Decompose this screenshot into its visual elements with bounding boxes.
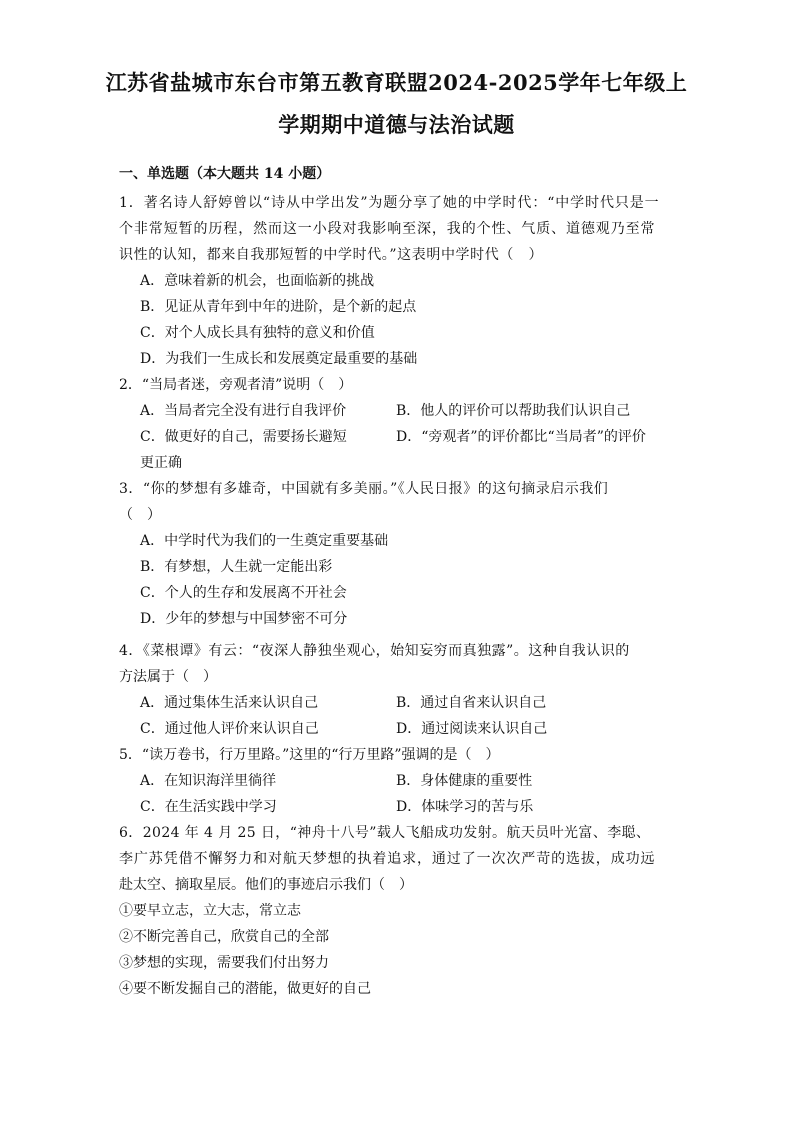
question-1-line-1: 1．著名诗人舒婷曾以“诗从中学出发”为题分享了她的中学时代：“中学时代只是一 (119, 195, 660, 211)
question-5-option-b: B．身体健康的重要性 (396, 773, 533, 789)
question-6-line-1: 6．2024 年 4 月 25 日，“神舟十八号”载人飞船成功发射。航天员叶光富、李聪、 (119, 825, 651, 841)
question-1-option-a: A．意味着新的机会，也面临新的挑战 (140, 273, 375, 289)
question-5-option-d: D．体味学习的苦与乐 (396, 799, 534, 815)
question-4-option-b: B．通过自省来认识自己 (396, 695, 547, 711)
question-4-option-d: D．通过阅读来认识自己 (396, 721, 548, 737)
question-2-line-1: 2．“当局者迷，旁观者清”说明（ ） (119, 377, 353, 393)
question-1-option-c: C．对个人成长具有独特的意义和价值 (140, 325, 375, 341)
question-6-statement-3: ③梦想的实现，需要我们付出努力 (119, 955, 329, 971)
question-6-line-2: 李广苏凭借不懈努力和对航天梦想的执着追求，通过了一次次严苛的选拔，成功远 (119, 851, 656, 867)
exam-title-line-2: 学期期中道德与法治试题 (278, 112, 515, 137)
question-3-line-2: （ ） (119, 507, 161, 523)
question-4-option-a: A．通过集体生活来认识自己 (140, 695, 319, 711)
question-6-statement-1: ①要早立志，立大志，常立志 (119, 903, 301, 919)
question-4-option-c: C．通过他人评价来认识自己 (140, 721, 319, 737)
question-2-option-a: A．当局者完全没有进行自我评价 (140, 403, 347, 419)
question-2-option-b: B．他人的评价可以帮助我们认识自己 (396, 403, 631, 419)
question-6-statement-4: ④要不断发掘自己的潜能，做更好的自己 (119, 981, 371, 997)
section-heading: 一、单选题（本大题共 14 小题） (119, 166, 331, 182)
question-5-option-a: A．在知识海洋里徜徉 (140, 773, 277, 789)
question-1-line-2: 个非常短暂的历程，然而这一小段对我影响至深，我的个性、气质、道德观乃至常 (119, 221, 656, 237)
question-4-line-1: 4．《菜根谭》有云：“夜深人静独坐观心，始知妄穷而真独露”。这种自我认识的 (119, 643, 630, 659)
question-6-statement-2: ②不断完善自己，欣赏自己的全部 (119, 929, 329, 945)
question-5-option-c: C．在生活实践中学习 (140, 799, 277, 815)
question-4-line-2: 方法属于（ ） (119, 669, 217, 685)
question-2-option-d: D．“旁观者”的评价都比“当局者”的评价 (396, 429, 646, 445)
question-2-option-d-cont: 更正确 (140, 455, 182, 471)
question-3-option-a: A．中学时代为我们的一生奠定重要基础 (140, 533, 389, 549)
question-2-option-c: C．做更好的自己，需要扬长避短 (140, 429, 347, 445)
question-1-option-b: B．见证从青年到中年的进阶，是个新的起点 (140, 299, 417, 315)
exam-title-line-1: 江苏省盐城市东台市第五教育联盟2024-2025学年七年级上 (105, 70, 688, 95)
question-3-option-b: B．有梦想，人生就一定能出彩 (140, 559, 333, 575)
question-1-option-d: D．为我们一生成长和发展奠定最重要的基础 (140, 351, 418, 367)
question-5-line-1: 5．“读万卷书，行万里路。”这里的“行万里路”强调的是（ ） (119, 747, 500, 763)
question-3-option-d: D．少年的梦想与中国梦密不可分 (140, 611, 348, 627)
question-3-option-c: C．个人的生存和发展离不开社会 (140, 585, 347, 601)
question-1-line-3: 识性的认知，都来自我那短暂的中学时代。”这表明中学时代（ ） (119, 247, 544, 263)
question-3-line-1: 3．“你的梦想有多雄奇，中国就有多美丽。”《人民日报》的这句摘录启示我们 (119, 481, 609, 497)
question-6-line-3: 赴太空、摘取星辰。他们的事迹启示我们（ ） (119, 877, 413, 893)
